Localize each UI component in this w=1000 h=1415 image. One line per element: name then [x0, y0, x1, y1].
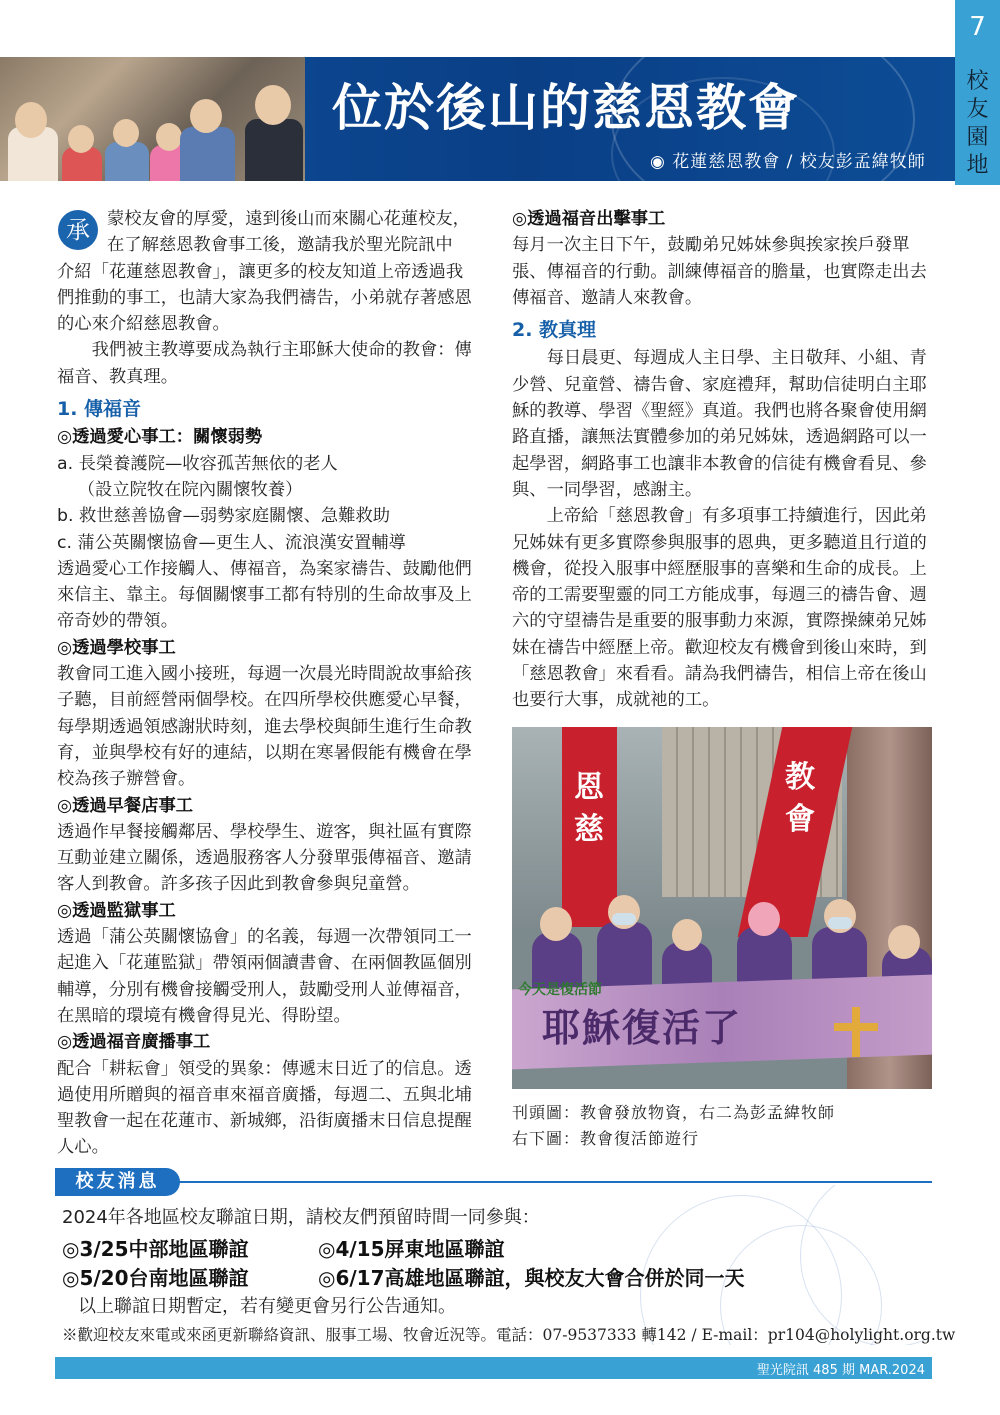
paragraph: 教會同工進入國小接班，每週一次晨光時間說故事給孩子聽，目前經營兩個學校。在四所學校供應愛心早餐，每學期透過領感謝狀時刻，進去學校與師生進行生命教育，並與學校有好的連結，以期在寒暑假能有機會在學校為孩子辦營會。: [57, 664, 472, 790]
list-item: a. 長榮養護院—收容孤苦無依的老人: [57, 453, 338, 474]
banner-subtext: 今天是復活節: [518, 982, 602, 998]
flag-text: 教 會: [785, 760, 815, 837]
news-note: 以上聯誼日期暫定，若有變更會另行公告通知。: [78, 1296, 456, 1317]
paragraph: 我們被主教導要成為執行主耶穌大使命的教會：傳福音、教真理。: [57, 340, 472, 387]
article-column-left: [57, 206, 477, 1161]
list-item: b. 救世慈善協會—弱勢家庭關懷、急難救助: [57, 506, 391, 527]
news-divider: [55, 1181, 932, 1183]
event-item: ◎6/17高雄地區聯誼，與校友大會合併於同一天: [318, 1266, 745, 1290]
news-section-tab: 校友消息: [55, 1168, 180, 1196]
event-item: ◎5/20台南地區聯誼: [62, 1266, 249, 1290]
paragraph: 透過愛心工作接觸人、傳福音，為案家禱告、鼓勵他們來信主、靠主。每個關懷事工都有特別的生命故事及上帝奇妙的帶領。: [57, 558, 472, 632]
easter-parade-photo: [512, 727, 932, 1089]
subsection-heading: ◎透過學校事工: [57, 637, 176, 658]
section-label-char: 友: [966, 97, 989, 122]
section-label: [955, 68, 1000, 180]
banner-text: 耶穌復活了: [542, 1006, 743, 1050]
list-item: c. 蒲公英關懷協會—更生人、流浪漢安置輔導: [57, 532, 406, 553]
event-item: ◎4/15屏東地區聯誼: [318, 1237, 505, 1261]
news-intro: 2024年各地區校友聯誼日期，請校友們預留時間一同參與：: [62, 1207, 540, 1228]
flag-text: 恩 慈: [574, 770, 604, 847]
caption-line: 右下圖：教會復活節遊行: [512, 1129, 700, 1148]
section-heading: 2. 教真理: [512, 319, 597, 342]
header-photo: [0, 57, 305, 181]
intro-line: 在了解慈恩教會事工後，邀請我於聖光院訊中: [107, 235, 453, 256]
subsection-heading: ◎透過福音廣播事工: [57, 1032, 211, 1053]
paragraph: 每月一次主日下午，鼓勵弟兄姊妹參與挨家挨戶發單張、傳福音的行動。訓練傳福音的膽量，也實際走出去傳福音、邀請人來教會。: [512, 235, 927, 308]
subsection-heading: ◎透過福音出擊事工: [512, 209, 666, 229]
subsection-heading: ◎透過愛心事工：關懷弱勢: [57, 427, 263, 448]
photo-captions: [512, 1100, 942, 1152]
paragraph: 每日晨更、每週成人主日學、主日敬拜、小組、青少營、兒童營、禱告會、家庭禮拜，幫助信徒明白主耶穌的教導、學習《聖經》真道。我們也將各聚會使用網路直播，讓無法實體參加的弟兄姊妹，透過網路可以一起學習，網路事工也讓非本教會的信徒有機會看見、參與、一同學習，感謝主。: [512, 348, 927, 500]
page-title: 位於後山的慈恩教會: [332, 79, 800, 137]
section-label-char: 校: [966, 69, 989, 94]
cross-icon: [834, 1023, 878, 1031]
intro-paragraph: 介紹「花蓮慈恩教會」，讓更多的校友知道上帝透過我們推動的事工，也請大家為我們禱告，小弟就存著感恩的心來介紹慈恩教會。: [57, 261, 472, 335]
caption-line: 刊頭圖：教會發放物資，右二為彭孟緯牧師: [512, 1103, 836, 1122]
paragraph: 透過「蒲公英關懷協會」的名義，每週一次帶領同工一起進入「花蓮監獄」帶領兩個讀書會、在兩個教區個別輔導，分別有機會接觸受刑人，鼓勵受刑人並傳福音，在黑暗的環境有機會得見光、得盼望。: [57, 927, 472, 1026]
section-label-char: 園: [966, 125, 989, 150]
list-item-note: （設立院牧在院內關懷牧養）: [77, 479, 303, 500]
paragraph: 透過作早餐接觸鄰居、學校學生、遊客，與社區有實際互動並建立關係，透過服務客人分發單張傳福音、邀請客人到教會。許多孩子因此到教會參與兒童營。: [57, 821, 472, 895]
subsection-heading: ◎透過早餐店事工: [57, 795, 194, 816]
subsection-heading: ◎透過監獄事工: [57, 900, 176, 921]
author-byline: ◉ 花蓮慈恩教會 / 校友彭孟緯牧師: [650, 152, 926, 172]
paragraph: 配合「耕耘會」領受的異象：傳遞末日近了的信息。透過使用所贈與的福音車來福音廣播，每週二、五與北埔聖教會一起在花蓮市、新城鄉，沿街廣播末日信息提醒人心。: [57, 1058, 472, 1158]
section-label-char: 地: [966, 153, 989, 178]
event-item: ◎3/25中部地區聯誼: [62, 1237, 249, 1261]
cross-icon: [852, 1007, 860, 1057]
contact-info: ※歡迎校友來電或來函更新聯絡資訊、服事工場、牧會近況等。電話：07-9537333 轉142 / E-mail：pr104@holylight.org.tw: [62, 1326, 956, 1344]
article-column-right: [512, 206, 934, 714]
dropcap: 承: [58, 210, 98, 250]
intro-line: 蒙校友會的厚愛，遠到後山而來關心花蓮校友，: [107, 209, 470, 229]
page-number: 7: [969, 12, 986, 42]
issue-label: 聖光院訊 485 期 MAR.2024: [756, 1363, 925, 1378]
paragraph: 上帝給「慈恩教會」有多項事工持續進行，因此弟兄姊妹有更多實際參與服事的恩典，更多聽道且行道的機會，從投入服事中經歷服事的喜樂和生命的成長。上帝的工需要聖靈的同工方能成事，每週三的禱告會、週六的守望禱告是重要的服事動力來源，實際操練弟兄姊妹在禱告中經歷上帝。歡迎校友有機會到後山來時，到「慈恩教會」來看看。請為我們禱告，相信上帝在後山也要行大事，成就祂的工。: [512, 506, 927, 711]
section-heading: 1. 傳福音: [57, 398, 142, 421]
